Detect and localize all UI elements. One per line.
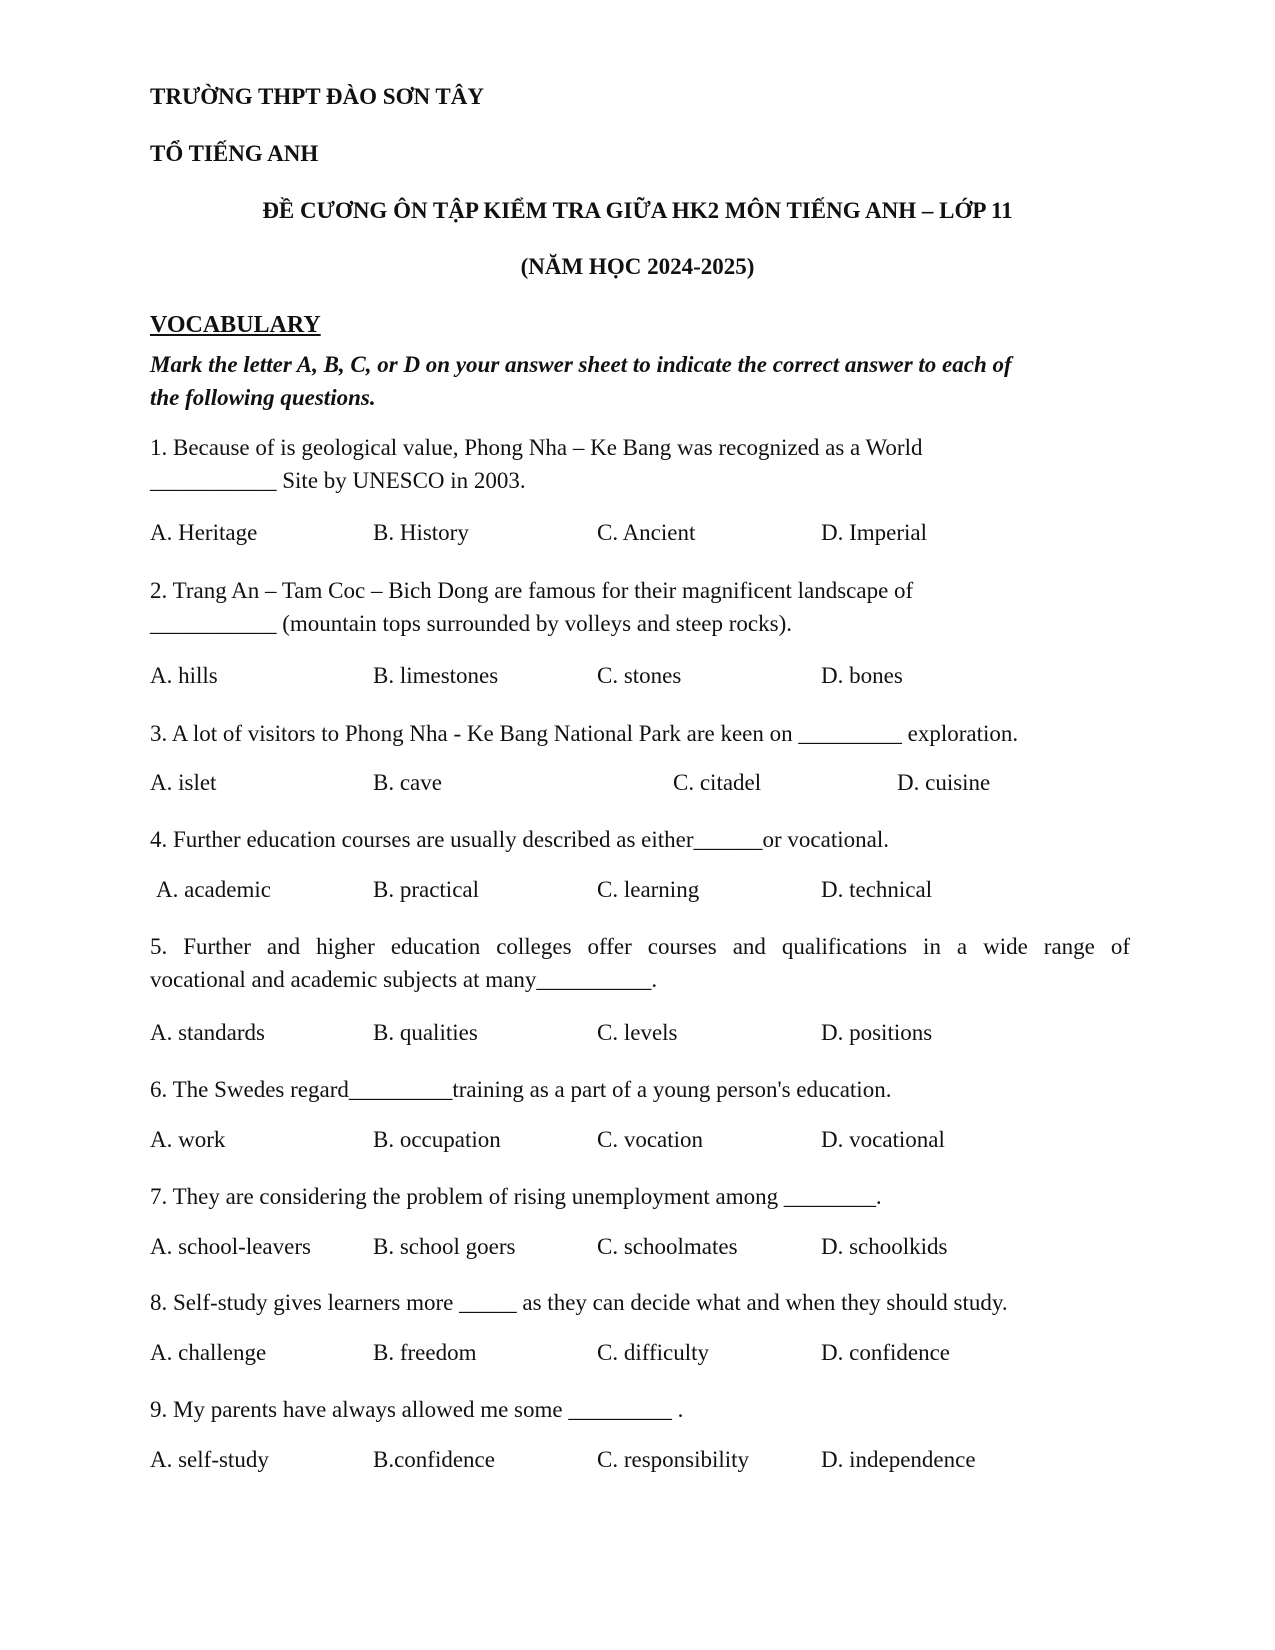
option-d: D. positions [821, 1020, 933, 1045]
question-line: 4. Further education courses are usually described as either______or vocational. [150, 827, 889, 852]
option-d: D. confidence [821, 1340, 950, 1365]
option-c: C. levels [597, 1020, 678, 1045]
option-c: C. stones [597, 663, 682, 688]
option-a: A. academic [156, 877, 271, 902]
option-a: A. standards [150, 1020, 265, 1045]
question-3 [150, 717, 1130, 750]
instruction-line: Mark the letter A, B, C, or D on your answer sheet to indicate the correct answer to each of [150, 352, 1012, 377]
option-d: D. bones [821, 663, 903, 688]
question-5 [150, 930, 1130, 996]
question-line: 7. They are considering the problem of rising unemployment among ________. [150, 1184, 882, 1209]
question-9 [150, 1393, 1130, 1426]
question-6 [150, 1073, 1130, 1106]
option-b: B. occupation [373, 1127, 501, 1152]
option-a: A. hills [150, 663, 218, 688]
question-line: ___________ (mountain tops surrounded by volleys and steep rocks). [150, 611, 792, 636]
question-line: 9. My parents have always allowed me some _________ . [150, 1397, 684, 1422]
question-8 [150, 1286, 1130, 1319]
option-b: B. freedom [373, 1340, 477, 1365]
option-c: C. responsibility [597, 1447, 750, 1472]
question-line: 3. A lot of visitors to Phong Nha - Ke Bang National Park are keen on _________ exploration. [150, 721, 1019, 746]
option-a: A. Heritage [150, 520, 258, 545]
question-line: 2. Trang An – Tam Coc – Bich Dong are famous for their magnificent landscape of [150, 578, 914, 603]
option-c: C. learning [597, 877, 700, 902]
question-line: ___________ Site by UNESCO in 2003. [150, 468, 526, 493]
document-title: ĐỀ CƯƠNG ÔN TẬP KIỂM TRA GIỮA HK2 MÔN TIẾNG ANH – LỚP 11 [262, 198, 1013, 223]
department-name: TỔ TIẾNG ANH [150, 141, 319, 166]
school-name: TRƯỜNG THPT ĐÀO SƠN TÂY [150, 84, 484, 109]
option-b: B. History [373, 520, 469, 545]
option-d: D. technical [821, 877, 933, 902]
option-b: B. limestones [373, 663, 499, 688]
option-c: C. difficulty [597, 1340, 710, 1365]
option-a: A. islet [150, 770, 217, 795]
option-a: A. challenge [150, 1340, 267, 1365]
option-c: C. vocation [597, 1127, 704, 1152]
option-a: A. work [150, 1127, 226, 1152]
question-4 [150, 823, 1130, 856]
question-line: vocational and academic subjects at many__________. [150, 967, 658, 992]
option-b: B. practical [373, 877, 480, 902]
school-year: (NĂM HỌC 2024-2025) [520, 254, 755, 279]
question-2 [150, 574, 1130, 640]
option-c: C. Ancient [597, 520, 696, 545]
option-b: B.confidence [373, 1447, 495, 1472]
question-7 [150, 1180, 1130, 1213]
instruction-line: the following questions. [150, 385, 376, 410]
option-d: D. independence [821, 1447, 976, 1472]
question-line: 8. Self-study gives learners more _____ as they can decide what and when they should study. [150, 1290, 1008, 1315]
option-c: C. citadel [673, 770, 762, 795]
option-b: B. school goers [373, 1234, 516, 1259]
instructions [150, 348, 1110, 414]
question-1 [150, 431, 1130, 497]
option-c: C. schoolmates [597, 1234, 738, 1259]
question-line: 1. Because of is geological value, Phong Nha – Ke Bang was recognized as a World [150, 435, 923, 460]
option-d: D. vocational [821, 1127, 945, 1152]
section-title: VOCABULARY [150, 312, 321, 338]
option-a: A. school-leavers [150, 1234, 311, 1259]
option-d: D. cuisine [897, 770, 991, 795]
question-line: 5. Further and higher education colleges offer courses and qualifications in a wide range of [150, 934, 1130, 959]
option-d: D. schoolkids [821, 1234, 948, 1259]
question-line: 6. The Swedes regard_________training as a part of a young person's education. [150, 1077, 892, 1102]
option-b: B. qualities [373, 1020, 478, 1045]
option-d: D. Imperial [821, 520, 928, 545]
option-b: B. cave [373, 770, 442, 795]
option-a: A. self-study [150, 1447, 269, 1472]
